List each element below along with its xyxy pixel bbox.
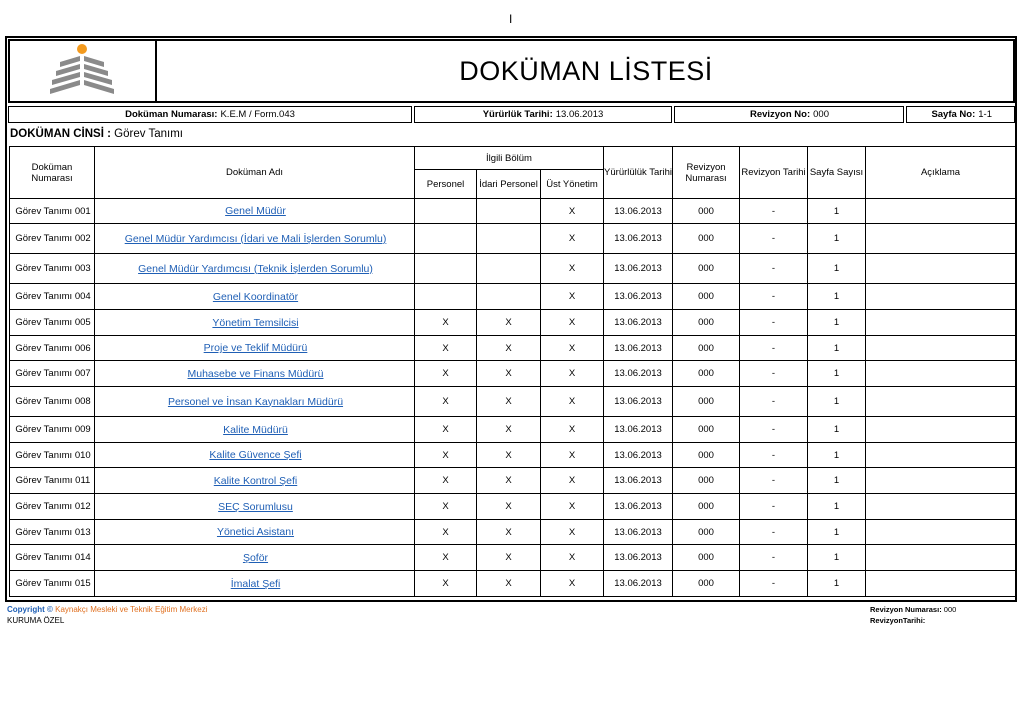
revision-number-cell: 000 [673,443,740,468]
admin-personnel-cell: X [477,468,541,494]
revision-number-cell: 000 [673,199,740,224]
doc-link[interactable]: Proje ve Teklif Müdürü [203,342,308,354]
doc-number-cell: Görev Tanımı 001 [10,199,95,224]
doc-link[interactable]: Kalite Güvence Şefi [209,449,302,461]
doc-number-cell: Görev Tanımı 004 [10,284,95,310]
effective-date-cell: 13.06.2013 [604,520,673,545]
doc-link[interactable]: Genel Müdür Yardımcısı (Teknik İşlerden Sorumlu) [138,262,373,275]
top-management-cell: X [541,361,604,387]
revision-number-cell: 000 [673,387,740,417]
admin-personnel-cell [477,199,541,224]
doc-number-cell: Görev Tanımı 013 [10,520,95,545]
top-management-cell: X [541,254,604,284]
admin-personnel-cell [477,284,541,310]
description-cell [866,284,1016,310]
doc-name-cell [95,387,415,417]
revision-date-cell: - [740,468,808,494]
admin-personnel-cell [477,224,541,254]
revision-number-cell: 000 [673,361,740,387]
revision-number-cell: 000 [673,417,740,443]
revision-number-cell: 000 [673,254,740,284]
document-table [9,146,1016,597]
effective-date-cell: 13.06.2013 [604,571,673,597]
table-row [10,545,1016,571]
doc-link[interactable]: Kalite Müdürü [223,423,288,436]
description-cell [866,443,1016,468]
doc-link[interactable]: Kalite Kontrol Şefi [213,474,298,487]
admin-personnel-cell: X [477,545,541,571]
top-mark: I [509,12,513,26]
doc-link[interactable]: Yönetim Temsilcisi [212,316,299,329]
document-type [10,128,183,140]
organization-name: Kaynakçı Mesleki ve Teknik Eğitim Merkezi [55,605,208,614]
doc-number-cell: Görev Tanımı 006 [10,336,95,361]
table-row [10,336,1016,361]
description-cell [866,199,1016,224]
meta-label: Sayfa No: [931,109,976,120]
doc-name-cell [95,254,415,284]
personnel-cell: X [415,417,477,443]
page-count-cell: 1 [808,494,866,520]
table-row [10,494,1016,520]
personnel-cell: X [415,468,477,494]
revision-number-cell: 000 [673,494,740,520]
footer-rev-no-label: Revizyon Numarası: [870,605,942,614]
doc-number-cell: Görev Tanımı 015 [10,571,95,597]
revision-number-cell: 000 [673,310,740,336]
top-management-cell: X [541,520,604,545]
revision-date-cell: - [740,571,808,597]
admin-personnel-cell: X [477,494,541,520]
revision-date-cell: - [740,224,808,254]
admin-personnel-cell: X [477,310,541,336]
footer-private: KURUMA ÖZEL [7,616,65,625]
meta-effective-date [414,106,672,123]
doc-link[interactable]: Genel Müdür [225,205,286,217]
document-type-value: Görev Tanımı [114,128,183,140]
personnel-cell: X [415,336,477,361]
footer-rev-no-value: 000 [943,605,957,614]
revision-number-cell: 000 [673,284,740,310]
doc-number-cell: Görev Tanımı 003 [10,254,95,284]
personnel-cell: X [415,361,477,387]
doc-number-cell: Görev Tanımı 009 [10,417,95,443]
personnel-cell: X [415,571,477,597]
revision-date-cell: - [740,199,808,224]
doc-name-cell [95,310,415,336]
doc-name-cell [95,361,415,387]
effective-date-cell: 13.06.2013 [604,336,673,361]
effective-date-cell: 13.06.2013 [604,417,673,443]
effective-date-cell: 13.06.2013 [604,443,673,468]
table-row [10,284,1016,310]
personnel-cell [415,284,477,310]
footer-left [7,604,207,626]
table-row [10,224,1016,254]
description-cell [866,310,1016,336]
meta-revision-no [674,106,904,123]
admin-personnel-cell: X [477,520,541,545]
page-count-cell: 1 [808,254,866,284]
footer-copyright-line [7,604,207,615]
personnel-cell: X [415,545,477,571]
table-row [10,387,1016,417]
effective-date-cell: 13.06.2013 [604,494,673,520]
book-tree-logo-icon [47,42,117,98]
header-related-dept: İlgili Bölüm [415,147,604,170]
table-row [10,520,1016,545]
description-cell [866,520,1016,545]
doc-link[interactable]: Genel Koordinatör [212,290,299,303]
doc-number-cell: Görev Tanımı 007 [10,361,95,387]
personnel-cell [415,199,477,224]
doc-number-cell: Görev Tanımı 010 [10,443,95,468]
doc-number-cell: Görev Tanımı 012 [10,494,95,520]
description-cell [866,417,1016,443]
meta-value: 1-1 [978,109,992,120]
revision-date-cell: - [740,387,808,417]
table-row [10,571,1016,597]
doc-name-cell [95,284,415,310]
top-management-cell: X [541,443,604,468]
effective-date-cell: 13.06.2013 [604,468,673,494]
doc-name-cell [95,336,415,361]
doc-number-cell: Görev Tanımı 002 [10,224,95,254]
doc-number-cell: Görev Tanımı 011 [10,468,95,494]
revision-number-cell: 000 [673,545,740,571]
revision-number-cell: 000 [673,520,740,545]
header-top-management: Üst Yönetim [541,170,604,199]
effective-date-cell: 13.06.2013 [604,545,673,571]
revision-date-cell: - [740,336,808,361]
meta-label: Yürürlük Tarihi: [482,109,553,120]
doc-name-cell [95,571,415,597]
top-management-cell: X [541,224,604,254]
revision-date-cell: - [740,417,808,443]
admin-personnel-cell: X [477,336,541,361]
effective-date-cell: 13.06.2013 [604,310,673,336]
header-page-count: Sayfa Sayısı [808,147,866,199]
personnel-cell: X [415,520,477,545]
description-cell [866,571,1016,597]
description-cell [866,468,1016,494]
top-management-cell: X [541,417,604,443]
meta-label: Revizyon No: [749,109,811,120]
footer-right [870,604,956,626]
description-cell [866,361,1016,387]
header-description: Açıklama [866,147,1016,199]
header-admin-personnel: İdari Personel [477,170,541,199]
admin-personnel-cell: X [477,443,541,468]
personnel-cell: X [415,443,477,468]
personnel-cell [415,254,477,284]
page-count-cell: 1 [808,417,866,443]
table-row [10,199,1016,224]
doc-name-cell [95,417,415,443]
effective-date-cell: 13.06.2013 [604,361,673,387]
header-effective-date: Yürürlülük Tarihi [604,147,673,199]
effective-date-cell: 13.06.2013 [604,199,673,224]
header-personnel: Personel [415,170,477,199]
admin-personnel-cell: X [477,571,541,597]
header-revision-number: Revizyon Numarası [673,147,740,199]
page-count-cell: 1 [808,387,866,417]
doc-number-cell: Görev Tanımı 014 [10,545,95,571]
doc-link[interactable]: Şoför [242,551,269,564]
revision-date-cell: - [740,361,808,387]
description-cell [866,387,1016,417]
meta-doc-number [8,106,412,123]
document-title: DOKÜMAN LİSTESİ [459,55,713,86]
table-row [10,254,1016,284]
top-management-cell: X [541,571,604,597]
description-cell [866,545,1016,571]
page-count-cell: 1 [808,468,866,494]
revision-date-cell: - [740,494,808,520]
meta-value: K.E.M / Form.043 [220,109,295,120]
revision-date-cell: - [740,310,808,336]
admin-personnel-cell: X [477,387,541,417]
revision-date-cell: - [740,545,808,571]
top-management-cell: X [541,545,604,571]
revision-date-cell: - [740,443,808,468]
table-row [10,468,1016,494]
copyright-label: Copyright © [7,605,53,614]
doc-number-cell: Görev Tanımı 005 [10,310,95,336]
table-row [10,361,1016,387]
doc-link[interactable]: Genel Müdür Yardımcısı (İdari ve Mali İşlerden Sorumlu) [124,232,387,245]
footer-revision-date [870,615,956,626]
top-management-cell: X [541,387,604,417]
personnel-cell: X [415,387,477,417]
page-count-cell: 1 [808,571,866,597]
effective-date-cell: 13.06.2013 [604,387,673,417]
admin-personnel-cell [477,254,541,284]
page-count-cell: 1 [808,443,866,468]
description-cell [866,336,1016,361]
doc-number-cell: Görev Tanımı 008 [10,387,95,417]
personnel-cell: X [415,494,477,520]
page-count-cell: 1 [808,336,866,361]
page-count-cell: 1 [808,224,866,254]
header-doc-number: Doküman Numarası [10,147,95,199]
table-row [10,417,1016,443]
revision-date-cell: - [740,284,808,310]
revision-number-cell: 000 [673,571,740,597]
personnel-cell [415,224,477,254]
personnel-cell: X [415,310,477,336]
page-count-cell: 1 [808,284,866,310]
table-row [10,310,1016,336]
doc-link[interactable]: SEÇ Sorumlusu [218,500,293,513]
logo-cell [8,39,157,103]
top-management-cell: X [541,310,604,336]
page-count-cell: 1 [808,199,866,224]
top-management-cell: X [541,336,604,361]
doc-name-cell [95,545,415,571]
revision-number-cell: 000 [673,468,740,494]
effective-date-cell: 13.06.2013 [604,224,673,254]
footer-revision-number [870,604,956,615]
meta-value: 000 [813,109,829,120]
top-management-cell: X [541,468,604,494]
meta-page-no [906,106,1015,123]
description-cell [866,254,1016,284]
doc-name-cell [95,199,415,224]
revision-number-cell: 000 [673,224,740,254]
admin-personnel-cell: X [477,417,541,443]
doc-name-cell [95,224,415,254]
doc-link[interactable]: Yönetici Asistanı [216,526,295,538]
document-type-label: DOKÜMAN CİNSİ : [10,128,111,140]
doc-name-cell [95,520,415,545]
effective-date-cell: 13.06.2013 [604,284,673,310]
doc-link[interactable]: Personel ve İnsan Kaynakları Müdürü [167,395,344,408]
revision-date-cell: - [740,520,808,545]
page-count-cell: 1 [808,545,866,571]
admin-personnel-cell: X [477,361,541,387]
meta-value: 13.06.2013 [555,109,604,120]
page-count-cell: 1 [808,520,866,545]
header-revision-date: Revizyon Tarihi [740,147,808,199]
revision-number-cell: 000 [673,336,740,361]
description-cell [866,224,1016,254]
doc-name-cell [95,468,415,494]
top-management-cell: X [541,494,604,520]
page-count-cell: 1 [808,361,866,387]
footer-rev-date-label: RevizyonTarihi: [870,616,926,625]
doc-name-cell [95,443,415,468]
page-count-cell: 1 [808,310,866,336]
doc-link[interactable]: İmalat Şefi [230,577,281,590]
table-row [10,443,1016,468]
doc-link[interactable]: Muhasebe ve Finans Müdürü [187,367,324,380]
header-doc-name: Doküman Adı [95,147,415,199]
description-cell [866,494,1016,520]
revision-date-cell: - [740,254,808,284]
meta-label: Doküman Numarası: [125,109,218,120]
top-management-cell: X [541,199,604,224]
effective-date-cell: 13.06.2013 [604,254,673,284]
top-management-cell: X [541,284,604,310]
doc-name-cell [95,494,415,520]
